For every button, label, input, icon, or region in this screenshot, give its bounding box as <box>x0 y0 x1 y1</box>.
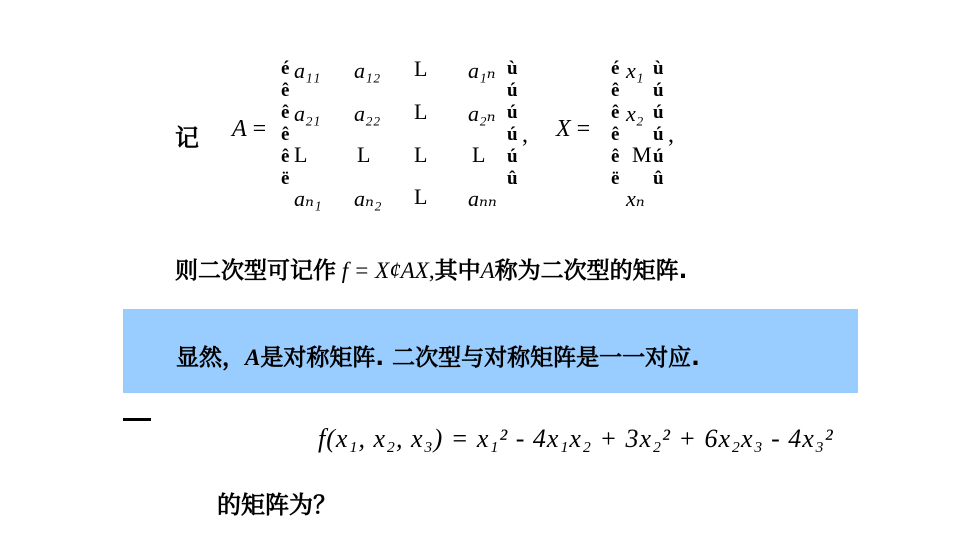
matrix-a-cell: aₙ₁ <box>294 186 322 211</box>
quadratic-form-statement: 则二次型可记作 f = X¢AX,其中A称为二次型的矩阵. <box>175 258 688 284</box>
comma-after-a: , <box>522 122 528 148</box>
matrix-a-cell: aₙₙ <box>468 186 497 211</box>
quadratic-formula: f(x₁, x₂, x₃) = x₁² - 4x₁x₂ + 3x₂² + 6x₂x₃ - 4x₃² <box>318 424 834 453</box>
matrix-a-cell: aₙ₂ <box>354 186 382 211</box>
label-ji: 记 <box>175 124 199 152</box>
matrix-x-cell: M <box>632 142 652 167</box>
matrix-a-right-bracket: ù ú ú ú ú û <box>507 58 518 189</box>
matrix-x-right-bracket: ù ú ú ú ú û <box>653 58 664 189</box>
matrix-x-cell: x₁ <box>626 58 644 83</box>
matrix-a-cell: a₂₁ <box>294 101 321 126</box>
matrix-a-cell: a₁₂ <box>354 58 381 83</box>
matrix-a-cell: a₁ₙ <box>468 58 496 83</box>
matrix-a-cell: L <box>472 142 486 167</box>
matrix-x-cell: xₙ <box>626 186 645 211</box>
matrix-x-left-bracket: é ê ê ê ê ë <box>611 58 620 189</box>
question-text: 的矩阵为？ <box>217 491 337 519</box>
matrix-a-cell: L <box>357 142 371 167</box>
matrix-a-cell: L <box>414 56 428 81</box>
matrix-a-cell: a₂₂ <box>354 101 381 126</box>
matrix-a-cell: L <box>414 99 428 124</box>
list-marker <box>123 418 151 421</box>
comma-after-x: , <box>668 122 674 148</box>
matrix-a-left-bracket: é ê ê ê ê ë <box>281 58 290 189</box>
matrix-a-label: A = <box>232 116 267 142</box>
matrix-a-cell: a₂ₙ <box>468 101 496 126</box>
matrix-a-cell: L <box>414 184 428 209</box>
matrix-x-label: X = <box>556 116 591 142</box>
symmetric-note: 显然，A是对称矩阵. 二次型与对称矩阵是一一对应. <box>176 345 700 371</box>
matrix-a-cell: L <box>294 142 308 167</box>
matrix-a-cell: L <box>414 142 428 167</box>
matrix-x-cell: x₂ <box>626 101 644 126</box>
matrix-a-cell: a₁₁ <box>294 58 321 83</box>
